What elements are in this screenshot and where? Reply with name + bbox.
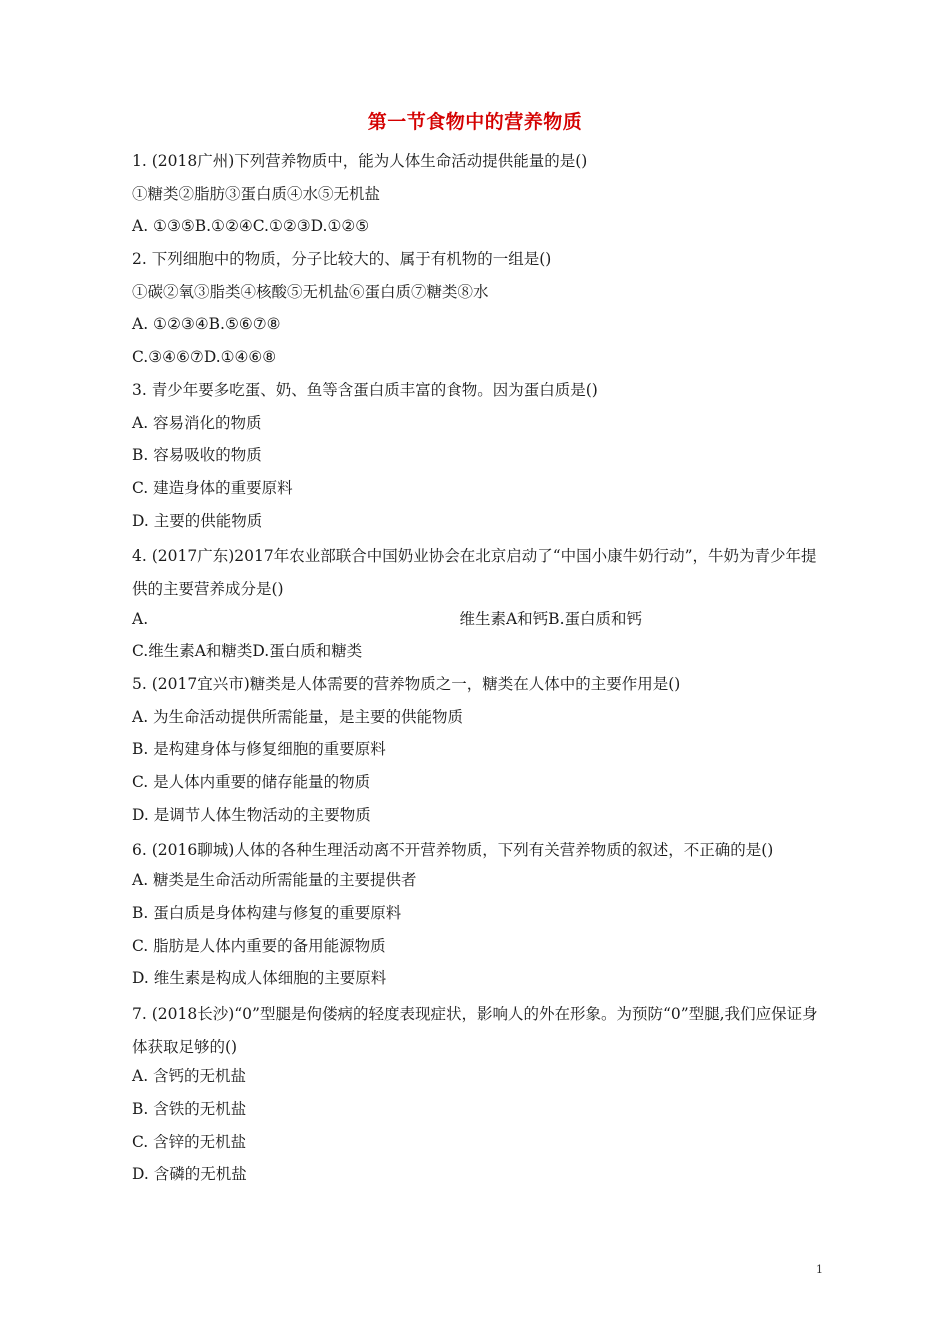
- question-4-option-row: [132, 606, 822, 639]
- text-line: 3. 青少年要多吃蛋、奶、鱼等含蛋白质丰富的食物。因为蛋白质是(): [132, 380, 598, 399]
- question-4-stem: 4. (2017广东)2017年农业部联合中国奶业协会在北京启动了“中国小康牛奶行动”，牛奶为青少年提供的主要营养成分是(): [132, 547, 817, 598]
- text-line: 1. (2018广州)下列营养物质中，能为人体生命活动提供能量的是(): [132, 152, 588, 170]
- text-line: D. 是调节人体生物活动的主要物质: [132, 805, 371, 824]
- text-line: D. 含磷的无机盐: [132, 1165, 247, 1184]
- text-line: B. 蛋白质是身体构建与修复的重要原料: [132, 903, 402, 922]
- text-line: C. 建造身体的重要原料: [132, 478, 293, 497]
- text-line: C.维生素A和糖类D.蛋白质和糖类: [132, 642, 363, 661]
- text-line: A. 为生命活动提供所需能量，是主要的供能物质: [132, 707, 464, 726]
- text-line: A. 糖类是生命活动所需能量的主要提供者: [132, 871, 417, 890]
- text-line: A. 容易消化的物质: [132, 413, 262, 432]
- text-line: 2. 下列细胞中的物质，分子比较大的、属于有机物的一组是(): [132, 250, 552, 269]
- page-number: 1: [816, 1263, 823, 1276]
- text-line: A. ①③⑤B.①②④C.①②③D.①②⑤: [132, 217, 370, 236]
- text-line: C. 含锌的无机盐: [132, 1132, 247, 1151]
- text-line: ①碳②氧③脂类④核酸⑤无机盐⑥蛋白质⑦糖类⑧水: [132, 282, 489, 301]
- text-line: B. 是构建身体与修复细胞的重要原料: [132, 740, 386, 759]
- text-line: D. 维生素是构成人体细胞的主要原料: [132, 969, 387, 988]
- question-6-stem: 6. (2016聊城)人体的各种生理活动离不开营养物质，下列有关营养物质的叙述，不正确的是(): [132, 841, 774, 860]
- text-line: C.③④⑥⑦D.①④⑥⑧: [132, 348, 277, 367]
- text-line: ①糖类②脂肪③蛋白质④水⑤无机盐: [132, 184, 381, 203]
- text-line: 5. (2017宜兴市)糖类是人体需要的营养物质之一，糖类在人体中的主要作用是(): [132, 675, 681, 694]
- text-line: B. 含铁的无机盐: [132, 1100, 247, 1119]
- option-label: A.: [132, 609, 149, 628]
- question-list: [132, 148, 822, 1194]
- option-text: 维生素A和钙B.蛋白质和钙: [459, 609, 642, 628]
- page-title: 第一节食物中的营养物质: [367, 111, 583, 133]
- question-7-stem: 7. (2018长沙)“0”型腿是佝偻病的轻度表现症状，影响人的外在形象。为预防“0”型腿,我们应保证身体获取足够的(): [132, 1004, 818, 1056]
- text-line: A. 含钙的无机盐: [132, 1067, 247, 1086]
- text-line: B. 容易吸收的物质: [132, 446, 262, 465]
- text-line: A. ①②③④B.⑤⑥⑦⑧: [132, 315, 281, 334]
- text-line: C. 脂肪是人体内重要的备用能源物质: [132, 936, 386, 955]
- text-line: D. 主要的供能物质: [132, 511, 263, 530]
- text-line: C. 是人体内重要的储存能量的物质: [132, 773, 371, 792]
